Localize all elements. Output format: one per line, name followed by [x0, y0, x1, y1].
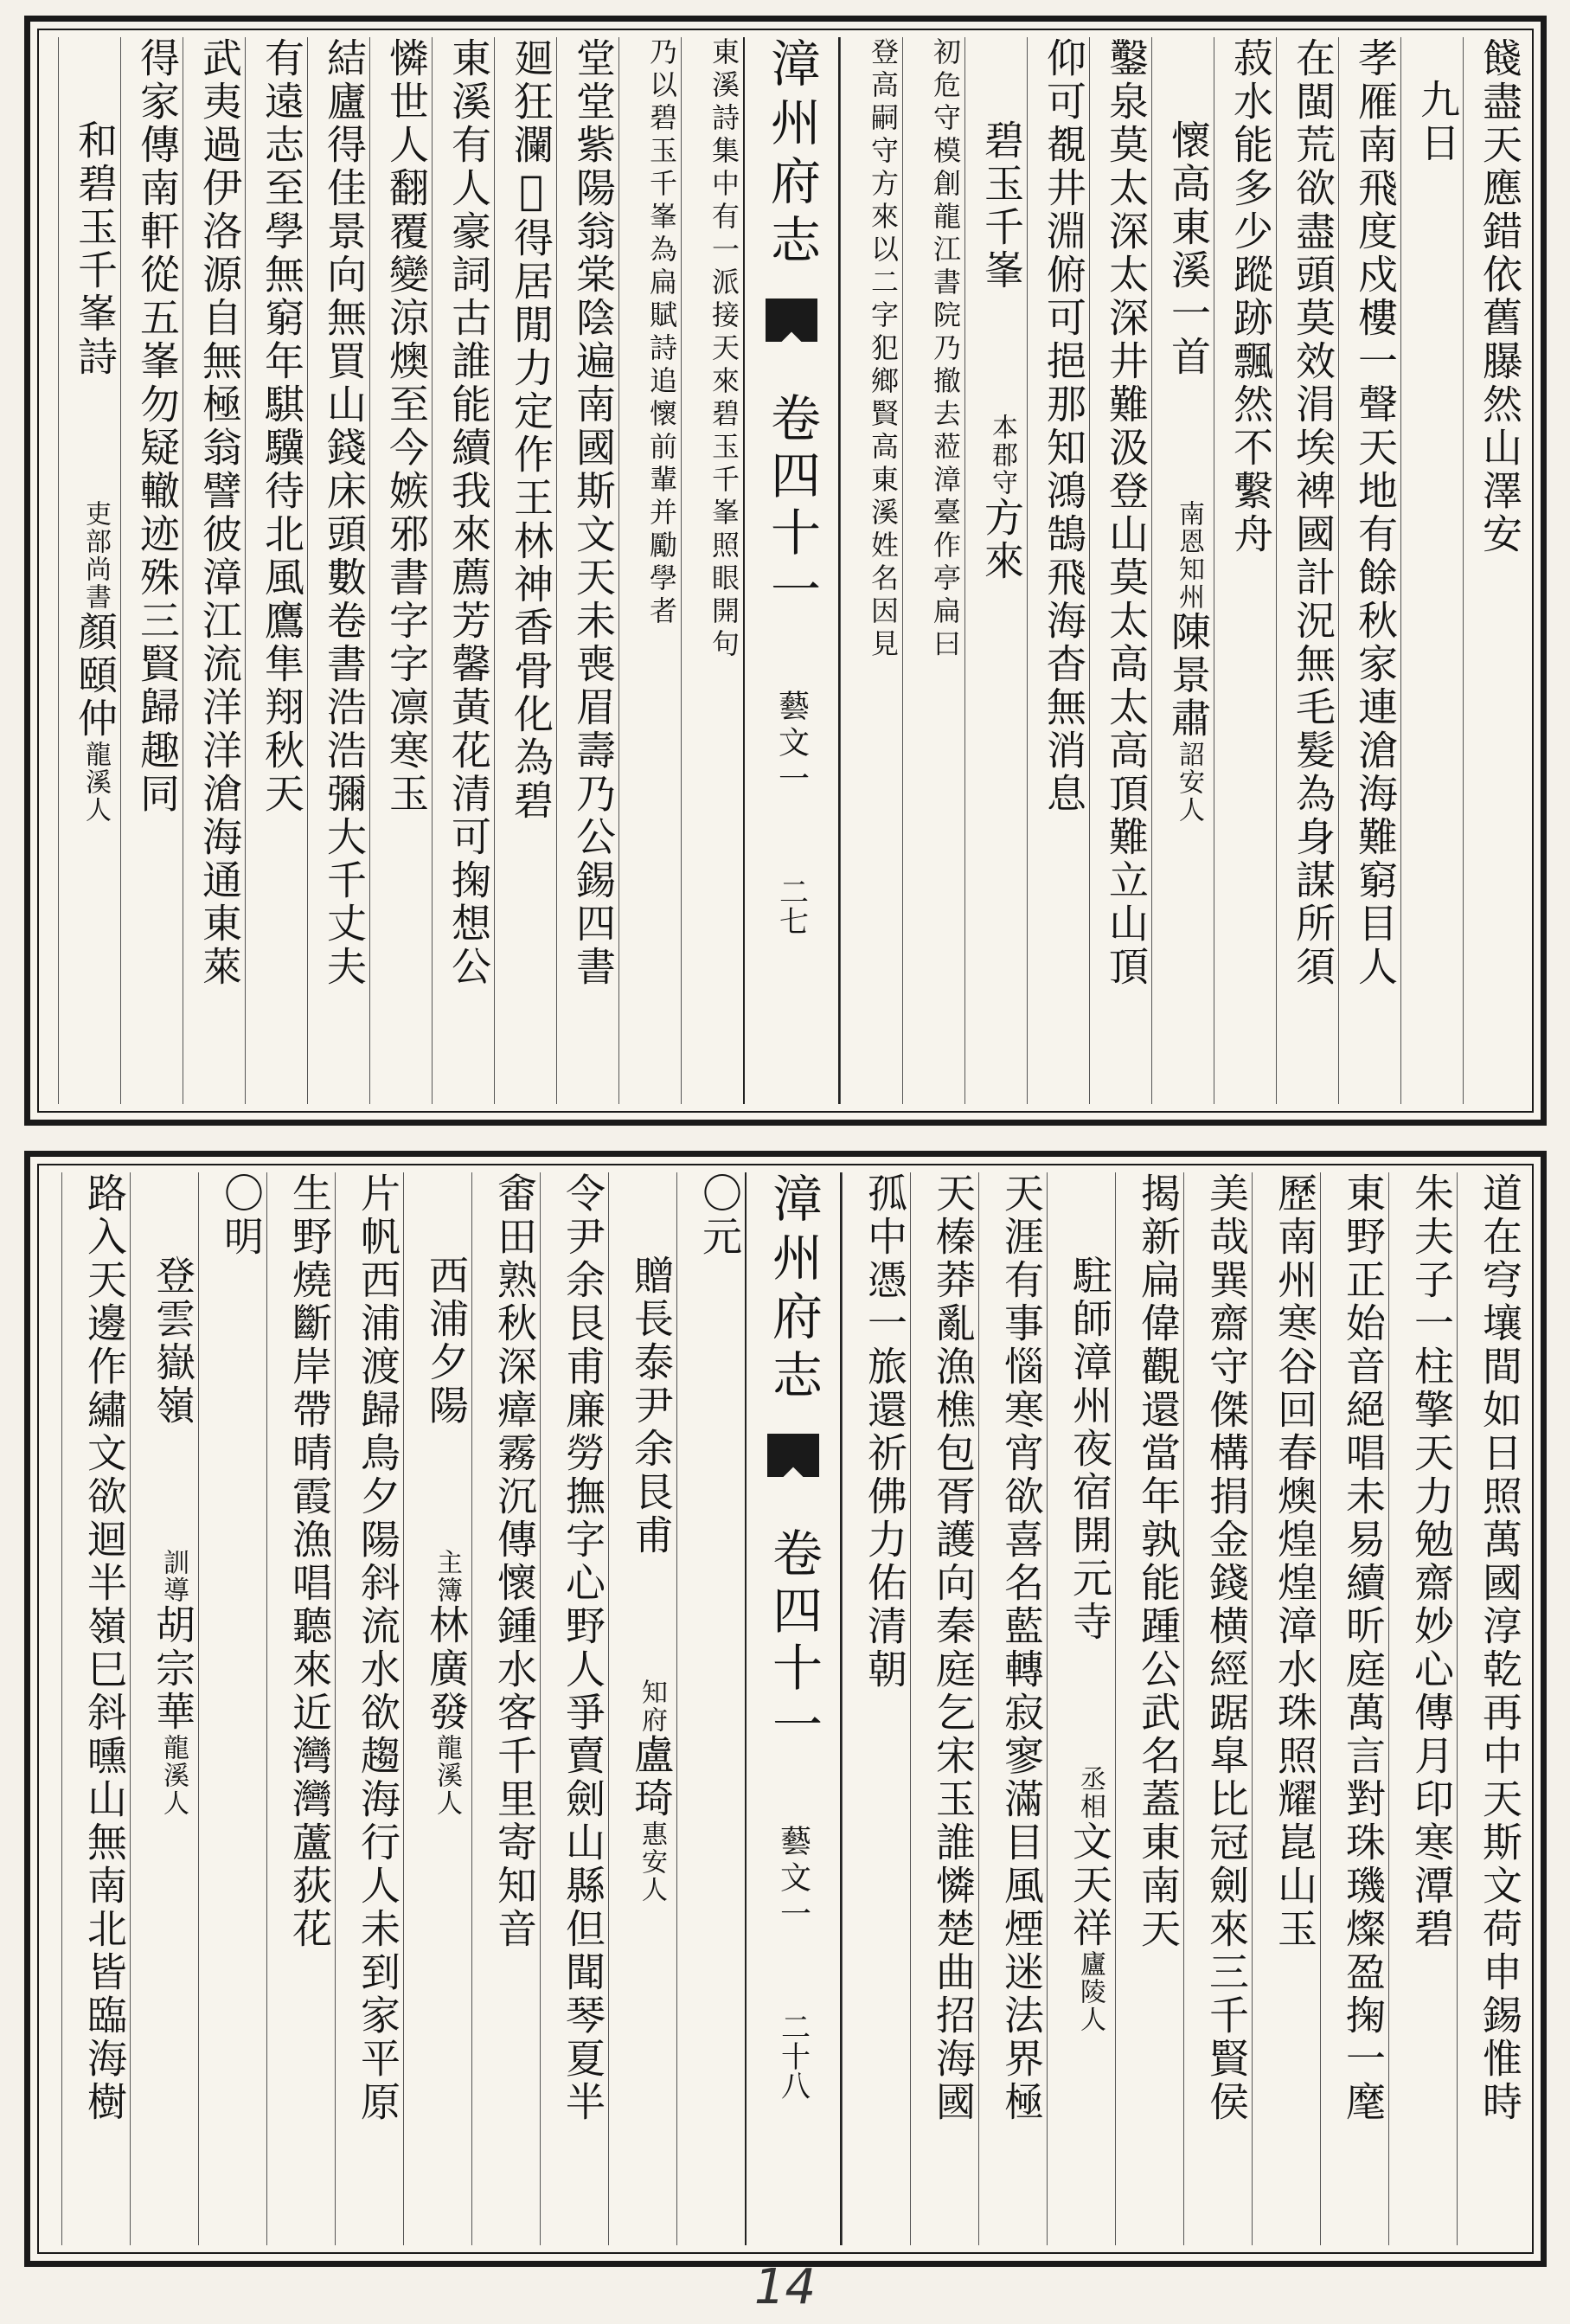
bottom-text-column [335, 1172, 403, 2245]
column-text: 西浦夕陽 [423, 1255, 470, 1428]
column-text: 乃以碧玉千峯為扁賦詩追懷前輩并勵學者 [645, 37, 678, 629]
top-text-column [556, 37, 618, 1104]
top-center-column [743, 37, 840, 1104]
volume-label: 卷四十一 [762, 392, 821, 620]
author-title: 知府 [637, 1679, 667, 1734]
column-text: 路入天邊作繡文欲迴半嶺巳斜曛山無南北皆臨海樹 [81, 1172, 128, 2124]
top-text-column [964, 37, 1027, 1104]
top-text-column [369, 37, 432, 1104]
column-text: 畬田熟秋深瘴霧沉傳懷鍾水客千里寄知音 [491, 1172, 538, 1951]
column-text: 鑿泉莫太深太深井難汲登山莫太高太高頂難立山頂 [1103, 37, 1150, 989]
column-text: 孝雁南飛度戍樓一聲天地有餘秋家連滄海難窮目人 [1352, 37, 1399, 989]
column-text: 仰可覩井淵俯可挹那知鴻鵠飛海杳無消息 [1041, 37, 1087, 816]
column-text: 朱夫子一柱擎天力勉齋妙心傳月印寒潭碧 [1408, 1172, 1455, 1951]
column-text: 菽水能多少蹤跡飄然不繫舟 [1227, 37, 1274, 556]
bottom-text-column [540, 1172, 608, 2245]
top-text-column [681, 37, 743, 1104]
top-text-column [902, 37, 964, 1104]
column-text: 東溪詩集中有一派接天來碧玉千峯照眼開句 [708, 37, 740, 662]
author-title: 訓導 [158, 1549, 189, 1604]
page-footer-number: 14 [753, 2259, 817, 2315]
top-text-column [1276, 37, 1338, 1104]
top-text-column [1214, 37, 1276, 1104]
section-label: 藝文一 [775, 1825, 811, 1934]
column-text: 天涯有事惱寒宵欲喜名藍轉寂寥滿目風煙迷法界極 [998, 1172, 1045, 2124]
author-title: 本郡守 [987, 414, 1017, 497]
column-text: 揭新扁偉觀還當年孰能踵公武名蓋東南天 [1135, 1172, 1182, 1951]
bottom-text-column [1183, 1172, 1252, 2245]
bottom-text-column [471, 1172, 540, 2245]
column-text: 得家傳南軒從五峯勿疑轍迹殊三賢歸趣同 [134, 37, 181, 816]
bottom-text-column [130, 1172, 198, 2245]
page-number: 二十八 [775, 2012, 811, 2100]
column-text: 懷高東溪一首 [1165, 119, 1212, 379]
bottom-text-column [842, 1172, 910, 2245]
book-title: 漳州府志 [764, 1172, 823, 1408]
author-name: 胡宗華 [150, 1604, 196, 1734]
top-text-column [1089, 37, 1151, 1104]
column-text: 登雲嶽嶺 [150, 1255, 196, 1428]
top-text-column [494, 37, 556, 1104]
top-text-column [245, 37, 307, 1104]
column-text: 歷南州寒谷回春燠煌煌漳水珠照耀崑山玉 [1272, 1172, 1318, 1951]
column-text: 〇元 [696, 1172, 743, 1259]
author-name: 方來 [978, 497, 1025, 583]
author-title: 主簿 [432, 1549, 462, 1604]
author-name: 盧琦 [628, 1734, 675, 1820]
bottom-text-column [910, 1172, 978, 2245]
bottom-page-text-area [46, 1172, 1525, 2245]
top-text-column [183, 37, 245, 1104]
bottom-center-column [745, 1172, 842, 2245]
column-text: 碧玉千峯 [978, 119, 1025, 292]
author-title: 南恩知州 [1174, 500, 1204, 611]
top-text-column [432, 37, 494, 1104]
column-text: 堂堂紫陽翁棠陰遍南國斯文天未喪眉壽乃公錫四書 [570, 37, 617, 989]
top-text-column [1463, 37, 1525, 1104]
column-text: 令尹余艮甫廉勞撫字心野人爭賣劍山縣但聞琴夏半 [560, 1172, 606, 2124]
bottom-text-column [1252, 1172, 1320, 2245]
column-text: 道在穹壤間如日照萬國淳乾再中天斯文荷申錫惟時 [1477, 1172, 1523, 2124]
bottom-text-column [266, 1172, 335, 2245]
author-name: 林廣發 [423, 1604, 470, 1734]
column-text: 贈長泰尹余艮甫 [628, 1255, 675, 1557]
author-title: 吏部尚書 [80, 500, 111, 611]
column-text: 九日 [1414, 79, 1461, 165]
column-text: 和碧玉千峯詩 [72, 119, 119, 379]
column-text: 駐師漳州夜宿開元寺 [1067, 1255, 1113, 1644]
column-text: 有遠志至學無窮年騏驥待北風鷹隼翔秋天 [259, 37, 305, 816]
bottom-text-column [1115, 1172, 1183, 2245]
fish-tail-mark-icon [766, 299, 817, 366]
column-text: 初危守模創龍江書院乃撤去蒞漳臺作亭扁曰 [929, 37, 962, 662]
top-text-column [840, 37, 902, 1104]
author-origin: 惠安人 [637, 1820, 667, 1903]
column-text: 片帆西浦渡歸鳥夕陽斜流水欲趨海行人未到家平原 [355, 1172, 401, 2124]
top-text-column [1338, 37, 1400, 1104]
author-origin: 龍溪人 [158, 1734, 189, 1817]
volume-label: 卷四十一 [764, 1527, 823, 1756]
top-text-column [1027, 37, 1089, 1104]
fish-tail-mark-icon [767, 1434, 819, 1501]
bottom-text-column [978, 1172, 1047, 2245]
column-text: 餞盡天應錯依舊𦢊然山澤安 [1477, 37, 1523, 556]
column-text: 在閩荒欲盡頭莫效涓埃裨國計況無毛髮為身謀所須 [1290, 37, 1336, 989]
column-text: 孤中憑一旅還祈佛力佑清朝 [862, 1172, 908, 1692]
column-text: 生野燒斷岸帶晴霞漁唱聽來近灣灣蘆荻花 [286, 1172, 333, 1951]
column-text: 東溪有人豪詞古誰能續我來薦芳馨黃花清可掬想公 [445, 37, 492, 989]
author-name: 顏頤仲 [72, 611, 119, 741]
column-text: 廻狂瀾𦫵得居閒力定作王林神香骨化為碧 [508, 37, 554, 823]
bottom-text-column [198, 1172, 266, 2245]
bottom-text-column [1320, 1172, 1388, 2245]
bottom-page [24, 1151, 1547, 2267]
column-text: 天榛莽亂漁樵包胥護向秦庭乞宋玉誰憐楚曲招海國 [930, 1172, 977, 2124]
top-text-column [1400, 37, 1463, 1104]
book-title: 漳州府志 [762, 37, 821, 273]
page-number: 二七 [773, 876, 809, 935]
author-origin: 龍溪人 [432, 1734, 462, 1817]
column-text: 美哉巽齋守傑構捐金錢横經踞皐比冠劍來三千賢侯 [1203, 1172, 1250, 2124]
column-text: 登高嗣守方來以二字犯鄉賢高東溪姓名因見 [867, 37, 900, 662]
author-origin: 龍溪人 [80, 741, 111, 824]
column-text: 東野正始音絕唱未易續昕庭萬言對珠璣燦盈掬一麾 [1340, 1172, 1387, 2124]
top-page [24, 16, 1547, 1126]
top-text-column [120, 37, 183, 1104]
author-title: 丞相 [1075, 1765, 1105, 1820]
column-text: 〇明 [218, 1172, 265, 1259]
bottom-text-column [676, 1172, 745, 2245]
bottom-text-column [1457, 1172, 1525, 2245]
author-name: 陳景肅 [1165, 611, 1212, 741]
bottom-text-column [1388, 1172, 1457, 2245]
author-name: 文天祥 [1067, 1820, 1113, 1950]
bottom-text-column [403, 1172, 471, 2245]
bottom-text-column [61, 1172, 130, 2245]
bottom-text-column [1047, 1172, 1115, 2245]
top-text-column [618, 37, 681, 1104]
top-page-text-area [46, 37, 1525, 1104]
section-label: 藝文一 [773, 690, 810, 799]
top-text-column [58, 37, 120, 1104]
top-text-column [307, 37, 369, 1104]
column-text: 結廬得佳景向無買山錢床頭數卷書浩浩彌大千丈夫 [321, 37, 368, 989]
author-origin: 廬陵人 [1075, 1950, 1105, 2033]
column-text: 憐世人翻覆變涼燠至今嫉邪書字字凛寒玉 [383, 37, 430, 816]
author-origin: 詔安人 [1174, 741, 1204, 824]
top-text-column [1151, 37, 1214, 1104]
bottom-text-column [608, 1172, 676, 2245]
column-text: 武夷過伊洛源自無極翁譬彼漳江流洋洋滄海通東萊 [196, 37, 243, 989]
